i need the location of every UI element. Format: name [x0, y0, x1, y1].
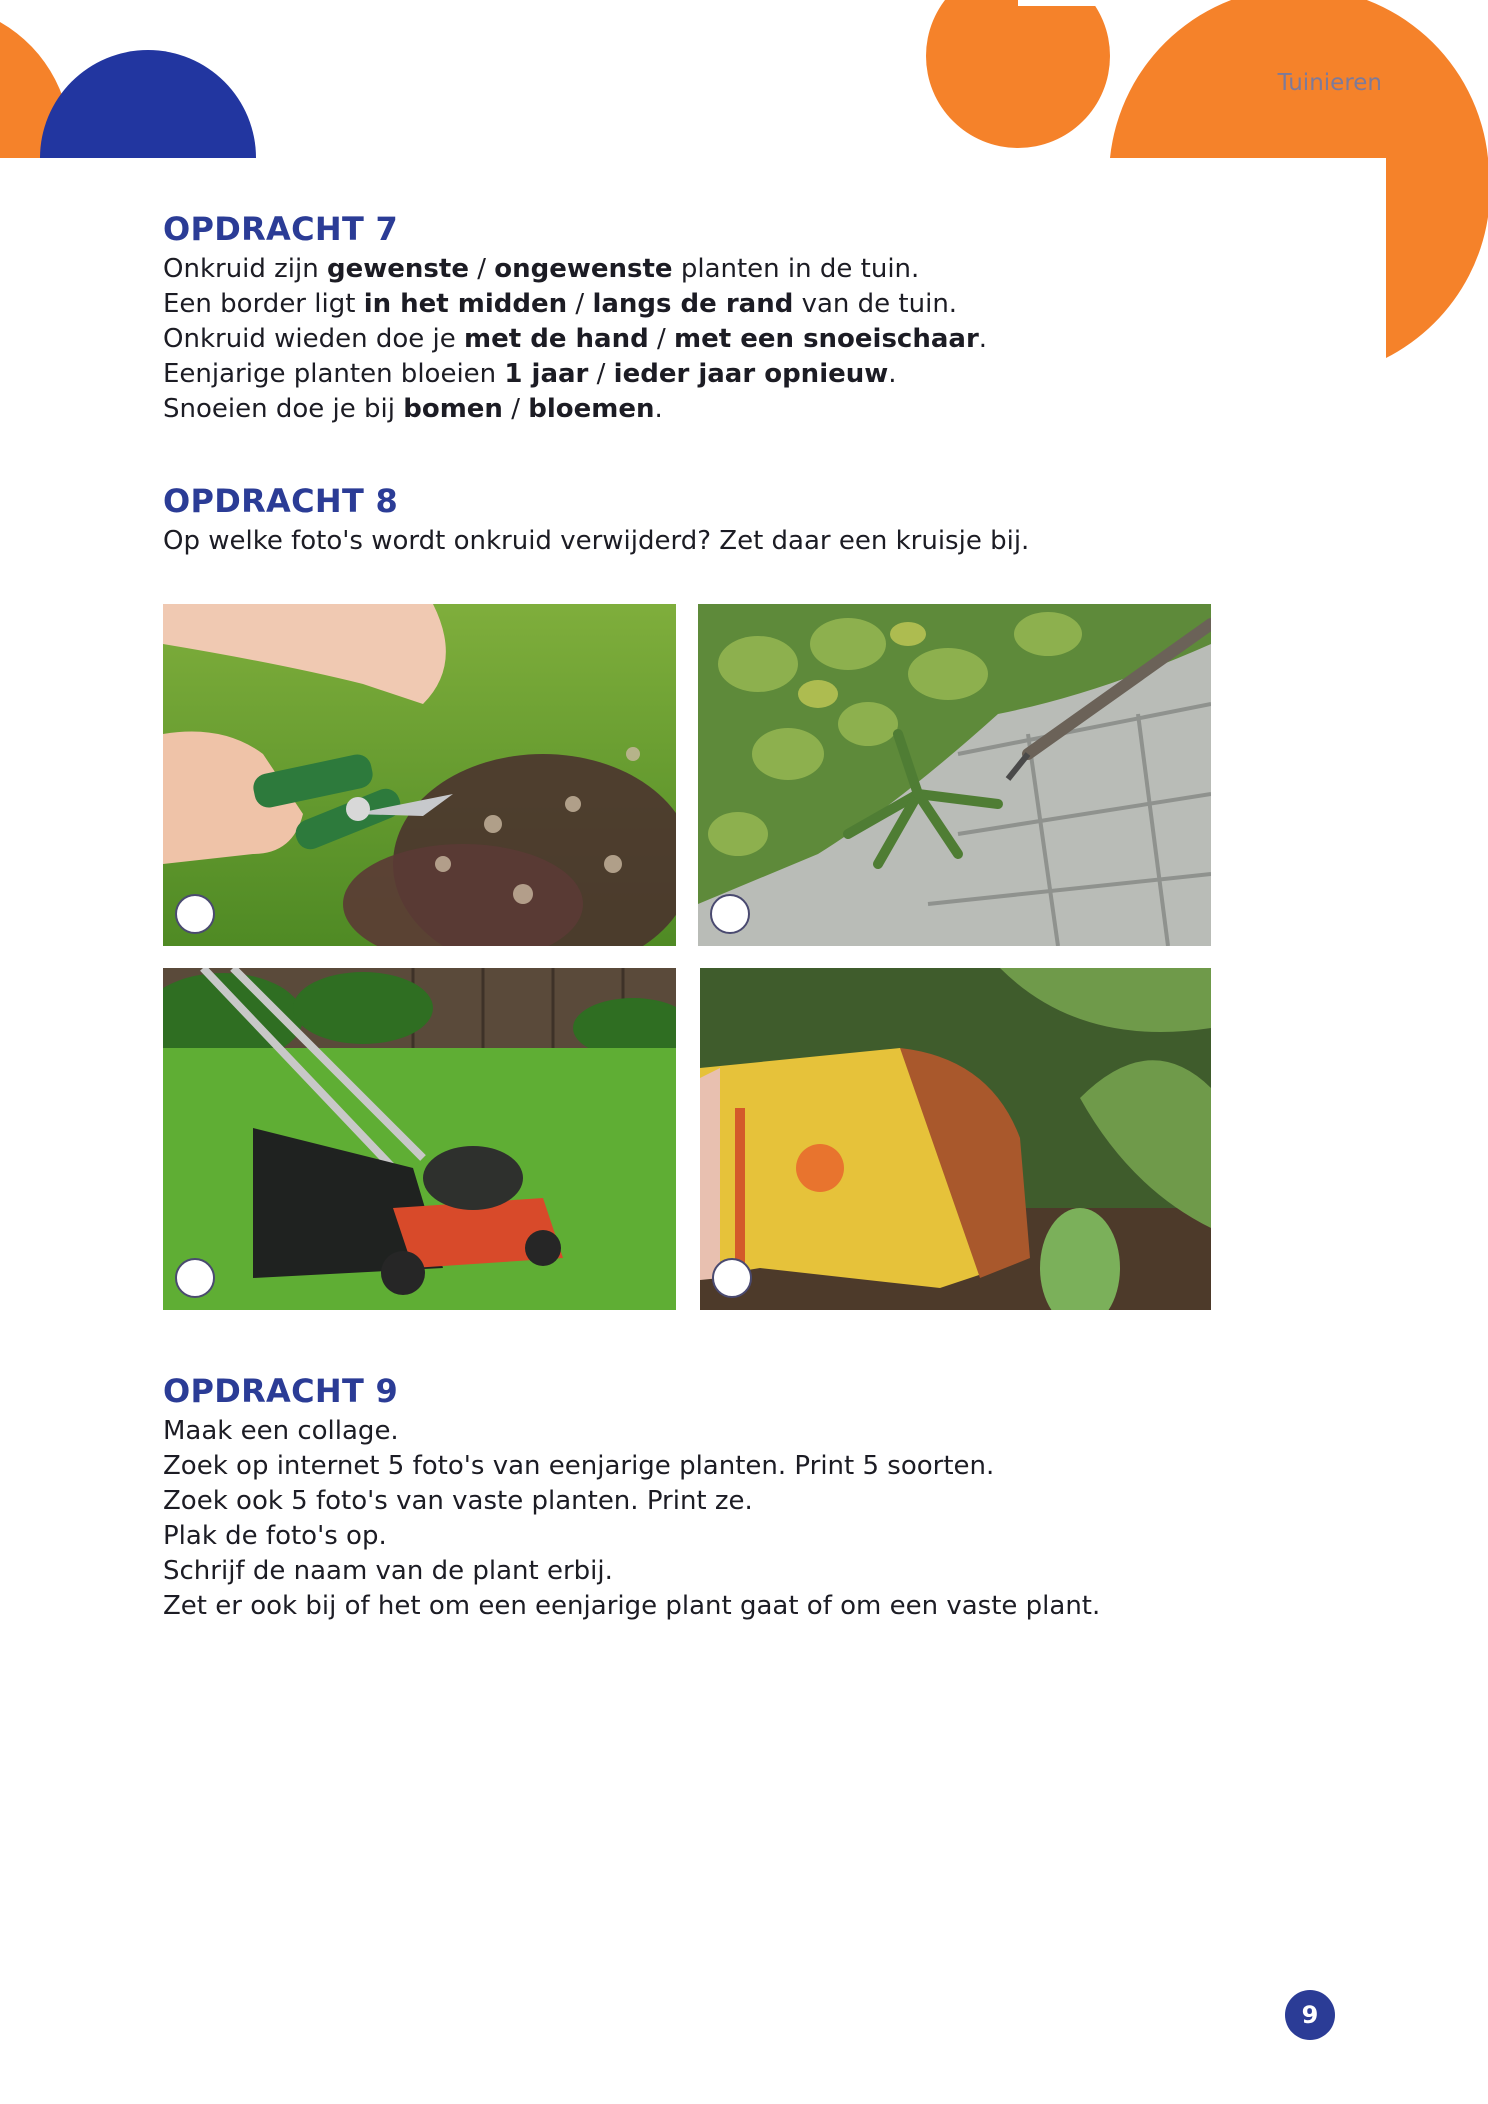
- opdracht-8: [163, 482, 1283, 559]
- sentence-text: /: [588, 359, 614, 389]
- opdracht-7-line: [163, 252, 1283, 287]
- photo-4-checkbox[interactable]: [712, 1258, 752, 1298]
- opdracht-9-lines: [163, 1414, 1283, 1624]
- opdracht-9-line: Plak de foto's op.: [163, 1521, 387, 1551]
- answer-option: gewenste: [327, 254, 469, 284]
- photo-gloved-hand-weeding: [700, 968, 1211, 1310]
- answer-option: met een snoeischaar: [674, 324, 979, 354]
- opdracht-7: [163, 210, 1283, 427]
- answer-option: 1 jaar: [504, 359, 589, 389]
- photo-pruning-shears: [163, 604, 676, 946]
- answer-option: met de hand: [464, 324, 649, 354]
- sentence-text: Een border ligt: [163, 289, 364, 319]
- sentence-text: /: [567, 289, 593, 319]
- sentence-text: Onkruid zijn: [163, 254, 327, 284]
- photo-weed-fork: [698, 604, 1211, 946]
- opdracht-8-title: OPDRACHT 8: [163, 482, 399, 520]
- opdracht-9-line: Schrijf de naam van de plant erbij.: [163, 1556, 613, 1586]
- opdracht-8-question: Op welke foto's wordt onkruid verwijderd? Zet daar een kruisje bij.: [163, 526, 1030, 556]
- photo-2-checkbox[interactable]: [710, 894, 750, 934]
- opdracht-7-lines: [163, 252, 1283, 427]
- opdracht-9-line: Zoek ook 5 foto's van vaste planten. Print ze.: [163, 1486, 753, 1516]
- opdracht-7-line: [163, 357, 1283, 392]
- opdracht-9-title: OPDRACHT 9: [163, 1372, 399, 1410]
- section-label: Tuinieren: [1277, 70, 1382, 96]
- sentence-text: /: [502, 394, 529, 424]
- answer-option: ongewenste: [494, 254, 673, 284]
- answer-option: in het midden: [363, 289, 568, 319]
- answer-option: ieder jaar opnieuw: [613, 359, 889, 389]
- blue-halfcircle-left: [40, 50, 256, 158]
- sentence-text: /: [648, 324, 675, 354]
- photo-3-checkbox[interactable]: [175, 1258, 215, 1298]
- sentence-text: Onkruid wieden doe je: [163, 324, 465, 354]
- sentence-text: .: [654, 394, 663, 424]
- sentence-text: Eenjarige planten bloeien: [163, 359, 505, 389]
- sentence-text: /: [468, 254, 495, 284]
- opdracht-7-line: [163, 322, 1283, 357]
- page-number: 9: [1285, 1990, 1335, 2040]
- opdracht-9-line: Zoek op internet 5 foto's van eenjarige planten. Print 5 soorten.: [163, 1451, 995, 1481]
- orange-circle-right: [926, 0, 1110, 148]
- opdracht-9-line: Zet er ook bij of het om een eenjarige plant gaat of om een vaste plant.: [163, 1591, 1101, 1621]
- sentence-text: .: [978, 324, 988, 354]
- opdracht-7-line: [163, 287, 1283, 322]
- photo-lawn-mower: [163, 968, 676, 1310]
- opdracht-9: [163, 1372, 1283, 1624]
- sentence-text: .: [888, 359, 897, 389]
- opdracht-7-title: OPDRACHT 7: [163, 210, 399, 248]
- sentence-text: Snoeien doe je bij: [163, 394, 404, 424]
- sentence-text: planten in de tuin.: [672, 254, 920, 284]
- sentence-text: van de tuin.: [793, 289, 958, 319]
- answer-option: bloemen: [528, 394, 655, 424]
- opdracht-9-line: Maak een collage.: [163, 1416, 399, 1446]
- answer-option: bomen: [403, 394, 503, 424]
- answer-option: langs de rand: [592, 289, 794, 319]
- opdracht-7-line: [163, 392, 1283, 427]
- photo-1-checkbox[interactable]: [175, 894, 215, 934]
